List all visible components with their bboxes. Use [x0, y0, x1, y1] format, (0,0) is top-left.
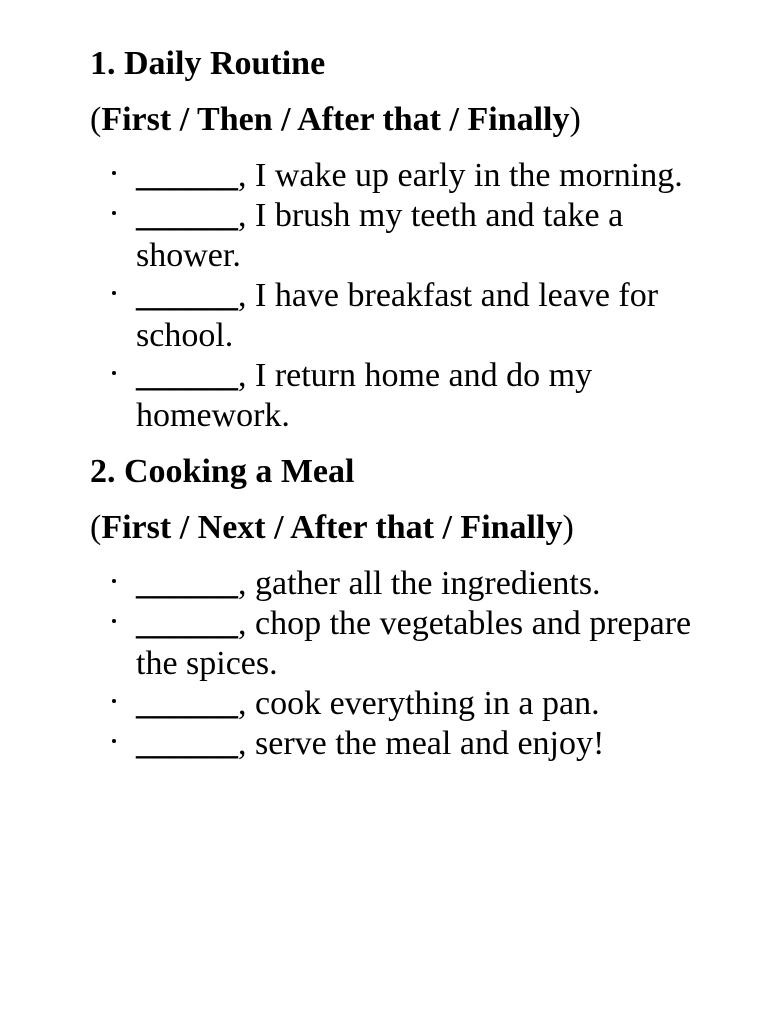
sentence-text: , I return home and do my homework.	[136, 357, 593, 434]
fill-in-blank[interactable]: ______	[136, 605, 238, 642]
sentence-text: , chop the vegetables and prepare the spices.	[136, 605, 692, 682]
list-item	[90, 684, 730, 724]
word-bank-words: First / Then / After that / Finally	[101, 101, 570, 138]
fill-in-blank[interactable]: ______	[136, 277, 238, 314]
bullet-icon	[112, 211, 116, 215]
section-word-bank	[90, 100, 730, 140]
sentence-text: , gather all the ingredients.	[238, 565, 601, 602]
list-item	[90, 564, 730, 604]
fill-in-blank[interactable]: ______	[136, 685, 238, 722]
word-bank-open-paren: (	[90, 509, 102, 546]
bullet-icon	[112, 739, 116, 743]
word-bank-words: First / Next / After that / Finally	[101, 509, 563, 546]
section-daily-routine	[90, 44, 730, 436]
section-title: 1. Daily Routine	[90, 45, 326, 82]
word-bank-close-paren: )	[562, 509, 574, 546]
fill-in-blank[interactable]: ______	[136, 725, 238, 762]
sentence-list	[90, 156, 730, 436]
list-item	[90, 604, 730, 684]
bullet-icon	[112, 371, 116, 375]
list-item	[90, 196, 730, 276]
sentence-text: , I have breakfast and leave for school.	[136, 277, 659, 354]
word-bank-open-paren: (	[90, 101, 102, 138]
sentence-text: , I wake up early in the morning.	[238, 157, 683, 194]
fill-in-blank[interactable]: ______	[136, 197, 238, 234]
sentence-text: , cook everything in a pan.	[238, 685, 600, 722]
section-cooking-a-meal	[90, 452, 730, 764]
list-item	[90, 724, 730, 764]
bullet-icon	[112, 579, 116, 583]
list-item	[90, 156, 730, 196]
sentence-list	[90, 564, 730, 764]
list-item	[90, 276, 730, 356]
sentence-text: , I brush my teeth and take a shower.	[136, 197, 624, 274]
bullet-icon	[112, 619, 116, 623]
word-bank-close-paren: )	[569, 101, 581, 138]
worksheet-page	[90, 44, 730, 764]
section-title: 2. Cooking a Meal	[90, 453, 355, 490]
sentence-text: , serve the meal and enjoy!	[238, 725, 605, 762]
list-item	[90, 356, 730, 436]
bullet-icon	[112, 699, 116, 703]
fill-in-blank[interactable]: ______	[136, 565, 238, 602]
section-word-bank	[90, 508, 730, 548]
bullet-icon	[112, 171, 116, 175]
fill-in-blank[interactable]: ______	[136, 357, 238, 394]
bullet-icon	[112, 291, 116, 295]
fill-in-blank[interactable]: ______	[136, 157, 238, 194]
